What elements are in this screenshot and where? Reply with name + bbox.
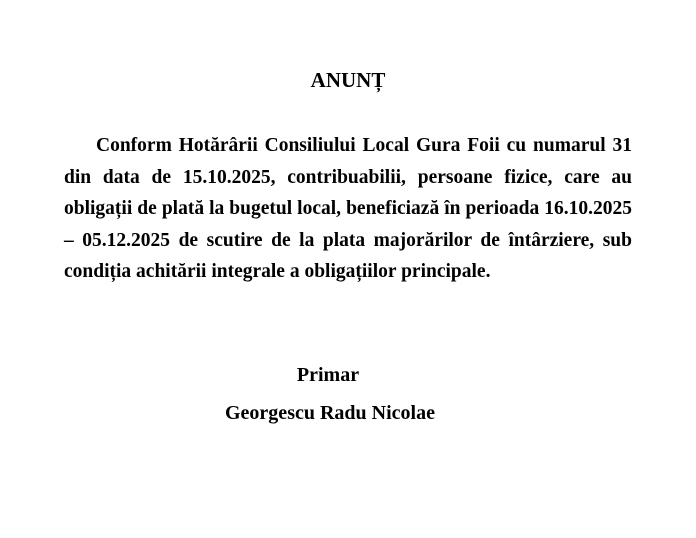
signature-role: Primar bbox=[296, 364, 360, 386]
signature-name: Georgescu Radu Nicolae bbox=[225, 402, 435, 424]
announcement-title: ANUNȚ bbox=[310, 68, 386, 92]
announcement-paragraph: Conform Hotărârii Consiliului Local Gura Foii cu numarul 31 din data de 15.10.2025, contribuabilii, persoane fizice, care au obligații de plată la bugetul local, beneficiază în perioada 16.10.2025 – 05.12.2025 de scutire de la plata majorărilor de întârziere, sub condiția achitării integrale a obligațiilor principale. bbox=[64, 135, 632, 283]
